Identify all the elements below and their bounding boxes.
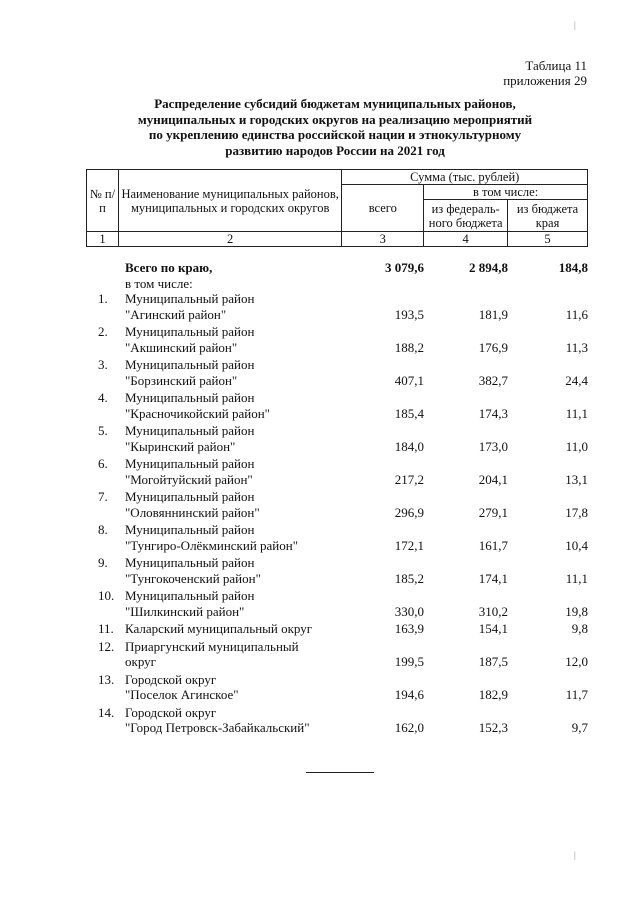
row-name [124,390,342,423]
header-name: Наименование муниципальных районов, муниципальных и городских округов [118,170,341,232]
row-name [124,522,342,555]
table-row [86,522,588,555]
row-number: 3. [98,357,108,372]
row-name [124,357,342,390]
row-number: 9. [98,555,108,570]
row-name-line-1: Муниципальный район [125,324,255,339]
title-line-4: развитию народов России на 2021 год [225,142,445,158]
row-name-line-1: Муниципальный район [125,522,255,537]
row-name-line-1: Городской округ [125,704,217,720]
row-total: 185,2 [394,570,424,586]
row-regional: 11,6 [565,306,588,322]
table-row [86,423,588,456]
row-federal: 310,2 [478,603,508,619]
row-total: 330,0 [394,603,424,619]
table-row [86,489,588,522]
footer-rule [306,772,374,773]
row-federal: 382,7 [478,372,508,388]
row-regional: 12,0 [565,654,588,669]
row-name-line-2: "Кыринский район" [125,438,236,454]
including-row [86,276,588,292]
document-title [110,96,560,158]
table-header [86,169,588,247]
row-name [124,588,342,621]
row-name [124,324,342,357]
scan-mark: | [574,850,576,860]
row-regional: 11,1 [565,405,588,421]
total-federal: 2 894,8 [469,260,508,275]
row-name-line-2: "Оловяннинский район" [125,504,260,520]
table-row [86,639,588,672]
table-number: Таблица 11 [525,58,587,73]
title-line-3: по укреплению единства российской нации и этнокультурному [148,127,522,142]
row-federal: 182,9 [478,687,508,702]
row-name [124,639,342,672]
row-federal: 181,9 [478,306,508,322]
row-federal: 204,1 [478,471,508,487]
col-index-3: 3 [342,232,424,247]
row-name-line-1: Муниципальный район [125,390,255,405]
row-regional: 10,4 [565,537,588,553]
row-name-line-1: Муниципальный район [125,588,255,603]
row-number: 13. [98,671,115,687]
row-federal: 161,7 [478,537,508,553]
row-number: 2. [98,324,108,339]
row-federal: 173,0 [478,438,508,454]
row-regional: 9,7 [571,720,588,735]
row-name [124,621,342,639]
row-total: 172,1 [394,537,424,553]
table-row [86,621,588,639]
row-name-line-1: Муниципальный район [125,555,255,570]
row-federal: 279,1 [478,504,508,520]
row-regional: 19,8 [565,603,588,619]
table-row [86,390,588,423]
total-sum: 3 079,6 [385,260,424,275]
row-regional: 13,1 [565,471,588,487]
row-federal: 154,1 [478,621,508,636]
total-label: Всего по краю, [125,260,213,275]
row-regional: 17,8 [565,504,588,520]
row-name-line-1: Муниципальный район [125,357,255,372]
row-federal: 174,1 [478,570,508,586]
row-number: 14. [98,704,115,720]
row-name [124,489,342,522]
row-name-line-1: Муниципальный район [125,489,255,504]
col-index-4: 4 [424,232,508,247]
row-number: 8. [98,522,108,537]
table-note [503,58,587,88]
row-name [124,423,342,456]
row-name-line-2: "Тунгокоченский район" [125,570,261,586]
header-federal: из федераль-ного бюджета [424,200,508,232]
header-regional: из бюджета края [508,200,588,232]
row-regional: 11,7 [565,687,588,702]
header-total: всего [342,185,424,232]
row-name-line-1: Городской округ [125,671,217,687]
row-federal: 152,3 [478,720,508,735]
row-name-line-2: "Шилкинский район" [125,603,245,619]
row-name-line-2: "Агинский район" [125,306,227,322]
row-total: 193,5 [394,306,424,322]
row-total: 162,0 [394,720,424,735]
row-number: 4. [98,390,108,405]
row-name-line-2: "Могойтуйский район" [125,471,253,487]
row-name [124,291,342,324]
row-number: 6. [98,456,108,471]
row-total: 199,5 [394,654,424,669]
header-including: в том числе: [424,185,588,200]
row-name-line-2: "Акшинский район" [125,339,238,355]
table-row [86,672,588,705]
row-name-line-1: Муниципальный район [125,456,255,471]
col-index-5: 5 [508,232,588,247]
row-name [124,672,342,705]
row-number: 11. [98,621,114,636]
table-row [86,588,588,621]
row-regional: 11,1 [565,570,588,586]
row-name-line-2: "Город Петровск-Забайкальский" [125,720,310,735]
total-row [86,260,588,276]
title-line-1: Распределение субсидий бюджетам муниципальных районов, [154,96,516,111]
total-regional: 184,8 [558,260,588,275]
row-total: 194,6 [394,687,424,702]
row-total: 163,9 [394,621,424,636]
row-regional: 24,4 [565,372,588,388]
header-sum: Сумма (тыс. рублей) [342,170,588,185]
row-number: 1. [98,291,108,306]
row-federal: 174,3 [478,405,508,421]
appendix-number: приложения 29 [503,73,587,88]
row-name [124,705,342,738]
col-index-2: 2 [118,232,341,247]
row-name-line-2: "Борзинский район" [125,372,238,388]
row-name [124,456,342,489]
row-total: 296,9 [394,504,424,520]
scan-mark: | [574,20,576,30]
row-number: 10. [98,588,115,603]
table-row [86,324,588,357]
header-num: № п/п [87,170,119,232]
table-body [86,260,588,738]
row-total: 217,2 [394,471,424,487]
row-total: 185,4 [394,405,424,421]
row-number: 7. [98,489,108,504]
table-row [86,705,588,738]
col-index-1: 1 [87,232,119,247]
row-regional: 11,3 [565,339,588,355]
row-name-line-2: "Красночикойский район" [125,405,270,421]
row-total: 184,0 [394,438,424,454]
row-total: 407,1 [394,372,424,388]
table-row [86,357,588,390]
row-regional: 11,0 [565,438,588,454]
table-row [86,456,588,489]
row-regional: 9,8 [571,621,588,636]
row-federal: 187,5 [478,654,508,669]
row-name-line-2: "Тунгиро-Олёкминский район" [125,537,299,553]
row-name [124,555,342,588]
title-line-2: муниципальных и городских округов на реализацию мероприятий [137,111,533,127]
row-name-line-1: Муниципальный район [125,291,255,306]
row-federal: 176,9 [478,339,508,355]
row-name-line-1: Каларский муниципальный округ [125,621,313,636]
table-row [86,291,588,324]
row-name-line-1: Приаргунский муниципальный [125,638,299,654]
row-name-line-2: "Поселок Агинское" [125,687,239,702]
row-number: 5. [98,423,108,438]
row-name-line-2: округ [125,654,156,669]
row-number: 12. [98,638,115,654]
table-row [86,555,588,588]
row-name-line-1: Муниципальный район [125,423,255,438]
including-label: в том числе: [125,275,193,291]
row-total: 188,2 [394,339,424,355]
